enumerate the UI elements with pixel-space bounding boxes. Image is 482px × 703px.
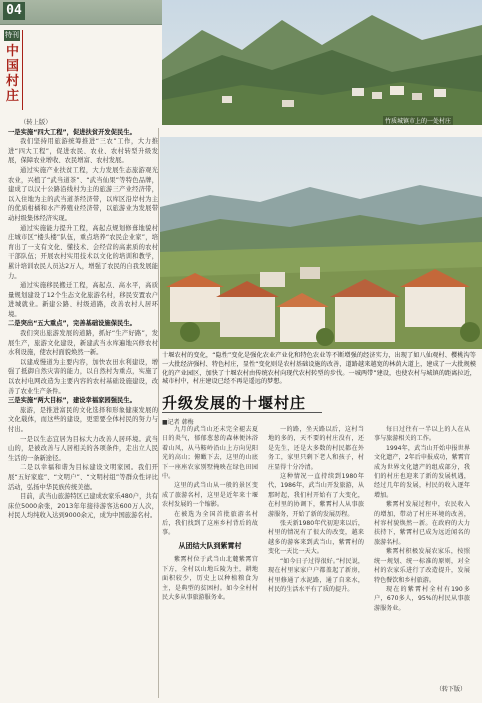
paragraph: 这种情况一直持续到1980年代，1986年，武当山开发旅游，从那时起，我们村开始有了大变化，在村里的协调下，紫霄村人从事旅游服务，开始了新的发展历程。	[268, 473, 364, 518]
paragraph: 紫霄村位于武当山北麓紫霄宫下方，全村以山地丘陵为主，耕地面积较少，历史上以种植粮食为主，是典型的贫困村。如今全村村民大多从事旅游服务业。	[162, 556, 258, 601]
paragraph: 张天新1980年代初迎来以后，村里的情况有了很大的改变，越来越多的游客来到武当山，紫霄村的变化一天比一天大。	[268, 520, 364, 556]
paragraph: 这里的武当山从一般的景区变成了旅游名村，这里是近年来十堰农村发展的一个缩影。	[162, 482, 258, 509]
paragraph: 旅游，是推进富民的文化选择和形象健康发展的文化载体，而这些的建设，更需要全体村民的努力与付出。	[8, 406, 158, 433]
paragraph: 目前，武当山旅游特区已建成农家乐480户，共有床位5000余张，2013年年接待游客达600万人次，村民人均纯收入达到9000余元，成为中国旅游名村。	[8, 493, 158, 520]
article-byline: ■记者 韩梅	[162, 419, 194, 426]
article-column-3	[374, 425, 470, 683]
paragraph: “如今日子过得很好。”村民说，现在村里家家户户都盖起了新房，村里修通了水泥路，通了自来水，村民的生活水平有了质的提升。	[268, 557, 364, 593]
paragraph: 每日过往有一半以上的人在从事与旅游相关的工作。	[374, 426, 470, 443]
top-village-photo	[162, 0, 482, 125]
vertical-section-title: 中国村庄	[5, 44, 19, 104]
paragraph: 通过实施产业扶贫工程，大力发展生态旅游观光农业，兴植了“武当道茶”、“武当仙果”等特色品牌，建成了以汉十公路沿线村为主的旅游三产业经济带，以入住地为主的武当道茶经济带，以库区沿岸村为主的优质柑橘和水产养殖业经济带，以旅游业为发展带动村级集体经济实现。	[8, 166, 158, 222]
paragraph-heading: 二是突出“五大重点”，完善基础设施保民生。	[8, 320, 136, 328]
paragraph: 通过实施能力提升工程，高起点规划修葺地貌村庄城市区“楼头楼”队伍，重点培养“农民企业家”，培育出了一支有文化、懂技术、会经营的高素质的农村干部队伍；开展农村实用技术以文化的培训和教学，累计培训农民人员达2万人，增强了农民的自我发展能力。	[8, 224, 158, 280]
main-photo-caption: 十堰农村的变化，“隐性”变化是强化农业产业化和特色农业等不断增强的经济实力，出现了如八仙观村、樱桃沟等一大批经济强村、特色村庄，显性“变化则是农村基础设施的改善，道路越来越宽的林荫大道上，建成了一大批规模化的产业园区，加快了十堰农村由传统农村向现代农村转型的步伐。一城两带”建设，也使农村与城镇的距离拉近，城市村中，村庄建设已经不再是遥远的梦想。	[162, 352, 476, 386]
subheading: 从团结大队到紫霄村	[178, 541, 242, 550]
paragraph: 我们突出旅游发展的道路，抓好“生产好路”，发展生产，旅游文化建设，新建武当水库遍地兴修农村水利设施，使农村面貌焕然一新。	[8, 330, 158, 357]
top-photo-caption: 竹质城镇市上的一处村庄	[385, 118, 452, 125]
paragraph-heading: 三是实施“两大目标”，建设幸福家园强民生。	[8, 397, 136, 405]
paragraph: （转上版）	[20, 119, 52, 126]
title-rule	[22, 30, 23, 110]
paragraph: 在被选为全国首批旅游名村后，我们找到了这座乡村背后的故事。	[162, 510, 258, 537]
paragraph: 通过实施移民搬迁工程，高起点、高水平，高质量规划建设了12个生态文化旅游名村，移民安置农户进城就业。新建公路、村级道路，改善农村人居环境。	[8, 282, 158, 318]
paragraph: 一的路，坐天路以后，这村当地的多的，天不要的村庄没有，还是先生，还是大多数的村民都在外务工，家里只剩下老人和孩子，村庄显得十分冷清。	[268, 426, 364, 471]
paragraph: 1994年，武当山开始申报世界文化遗产，2年后申报成功，紫霄宫成为世界文化遗产的组成部分，我们的村庄也迎来了新的发展机遇，经过几年的发展，村民的收入逐年增加。	[374, 444, 470, 499]
left-text-column	[8, 118, 158, 701]
paragraph: 我们坚持用旅游统筹推进“三农”工作，大力推进“四大工程”，促进农民、农业、农村转型升级发展，保障农业增收、农民增富、农村发展。	[8, 138, 158, 165]
column-divider	[158, 128, 159, 698]
paragraph: 二是以幸福和谐为目标建设文明家园。我们开展“五好家庭”、“文明户”、“文明村组”等群众性评比活动，弘扬中华民族传统美德。	[8, 464, 158, 491]
page-number: 04	[3, 2, 25, 20]
paragraph-heading: 一是实施“四大工程”，促进扶贫开发促民生。	[8, 128, 136, 136]
continued-note: （转下版）	[436, 686, 467, 693]
article-column-1	[162, 425, 258, 695]
title-underline	[162, 412, 322, 413]
paragraph: 九月的武当山还未完全褪去夏日的炎气，郁郁葱葱的森林便沐浴着山风，从马鞍岭沿山上方向见阳光的高山；俯瞰下去，这里的山底下一座座农家别墅掩映在绿色田园中。	[162, 426, 258, 481]
paragraph: 一是以生态宜居为目标大力改善人居环境。武当山的，是被改善与人居相关的各项条件，走出立人民生活的一条新途径。	[8, 435, 158, 462]
article-title: 升级发展的十堰村庄	[162, 394, 307, 412]
main-village-photo	[160, 137, 482, 349]
paragraph: 现在的紫霄村全村有190多户，670多人，95%的村民从事旅游服务业。	[374, 585, 470, 612]
paragraph: 紫霄村发展过程中，农民收入的增加，带动了村庄环境的改善，村容村貌焕然一新。在政府的大力扶持下，紫霄村已成为远近闻名的旅游名村。	[374, 501, 470, 546]
article-column-2	[268, 425, 364, 695]
paragraph: 紫霄村积极发展农家乐，按照统一规划、统一标准的原则，对全村的农家乐进行了改造提升，发展特色餐饮和乡村旅游。	[374, 548, 470, 584]
paragraph: 以建成慢道为主要内容，加快农田水利建设，增强了抵御自然灾害的能力，以自然村为重点，实施了以农村电网改造为主要内容的农村基础设施建设，改善了农业生产条件。	[8, 358, 158, 395]
section-tag: 特刊	[5, 31, 19, 39]
